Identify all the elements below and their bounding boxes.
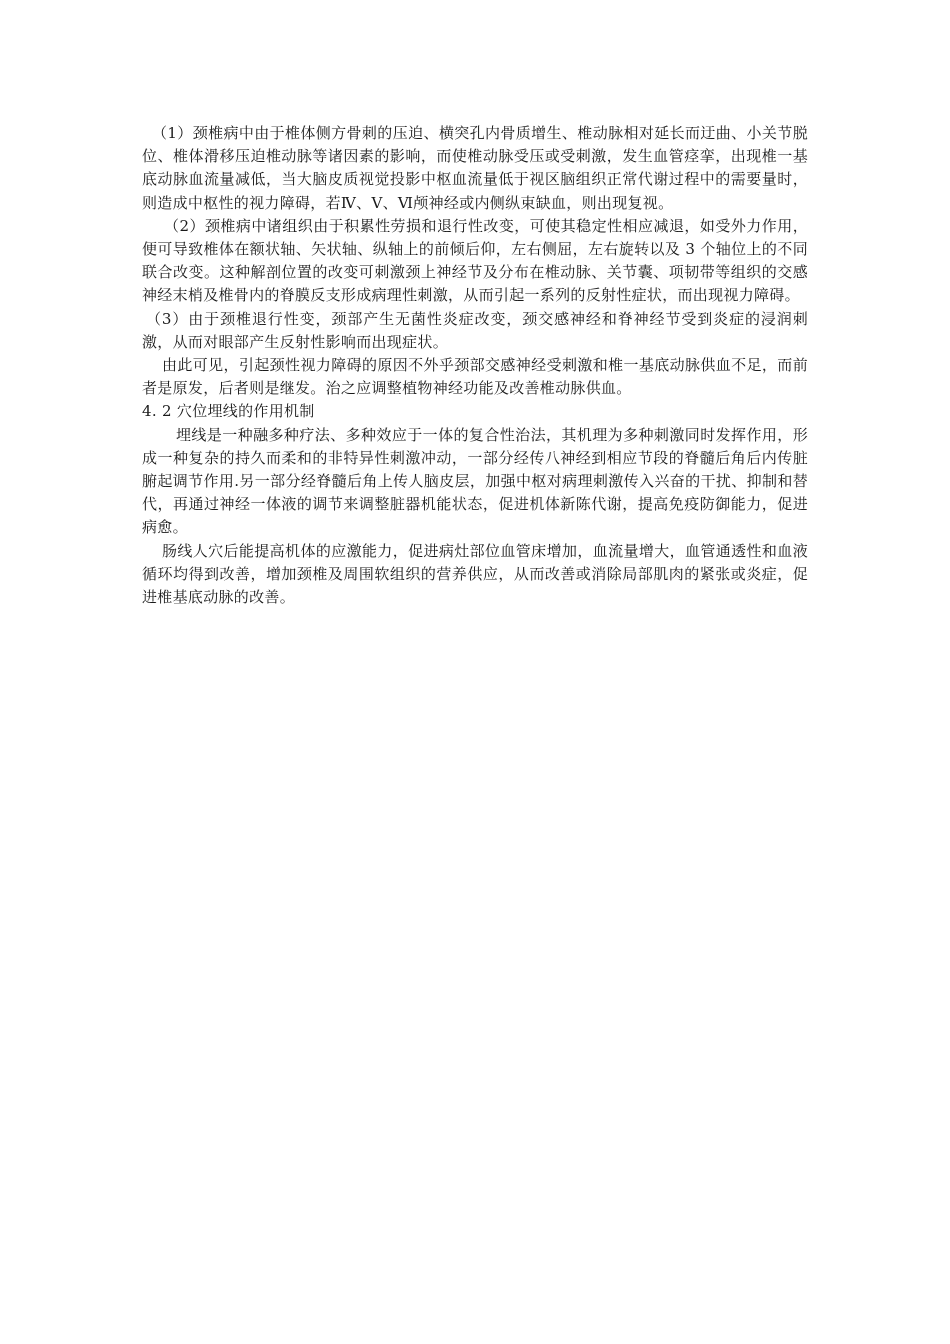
paragraph-4: 由此可见，引起颈性视力障碍的原因不外乎颈部交感神经受刺激和椎一基底动脉供血不足，而前者是原发，后者则是继发。治之应调整植物神经功能及改善椎动脉供血。 xyxy=(142,356,808,398)
body-text xyxy=(142,122,808,609)
section-heading: 4. 2 穴位埋线的作用机制 xyxy=(142,402,315,421)
paragraph-5: 埋线是一种融多种疗法、多种效应于一体的复合性治法，其机理为多种刺激同时发挥作用，形成一种复杂的持久而柔和的非特异性刺激冲动，一部分经传八神经到相应节段的脊髓后角后内传脏腑起调节作用.另一部分经脊髓后角上传人脑皮层，加强中枢对病理刺激传入兴奋的干扰、抑制和替代，再通过神经一体液的调节来调整脏器机能状态，促进机体新陈代谢，提高免疫防御能力，促进病愈。 xyxy=(142,425,808,537)
paragraph-3: （3）由于颈椎退行性变，颈部产生无菌性炎症改变，颈交感神经和脊神经节受到炎症的浸润刺激，从而对眼部产生反射性影响而出现症状。 xyxy=(142,309,808,351)
paragraph-1: （1）颈椎病中由于椎体侧方骨刺的压迫、横突孔内骨质增生、椎动脉相对延长而迂曲、小关节脱位、椎体滑移压迫椎动脉等诸因素的影响，而使椎动脉受压或受刺激，发生血管痉挛，出现椎一基底动脉血流量减低，当大脑皮质视觉投影中枢血流量低于视区脑组织正常代谢过程中的需要量时，则造成中枢性的视力障碍，若Ⅳ、Ⅴ、Ⅵ颅神经或内侧纵束缺血，则出现复视。 xyxy=(142,124,808,212)
paragraph-6: 肠线人穴后能提高机体的应激能力，促进病灶部位血管床增加，血流量增大，血管通透性和血液循环均得到改善，增加颈椎及周围软组织的营养供应，从而改善或消除局部肌肉的紧张或炎症，促进椎基底动脉的改善。 xyxy=(142,541,808,607)
paragraph-2: （2）颈椎病中诸组织由于积累性劳损和退行性改变，可使其稳定性相应减退，如受外力作用，便可导致椎体在额状轴、矢状轴、纵轴上的前倾后仰，左右侧屈，左右旋转以及 3 个轴位上的不同联合改变。这种解剖位置的改变可刺激颈上神经节及分布在椎动脉、关节囊、项韧带等组织的交感神经末梢及椎骨内的脊膜反支形成病理性刺激，从而引起一系列的反射性症状，而出现视力障碍。 xyxy=(142,216,808,305)
